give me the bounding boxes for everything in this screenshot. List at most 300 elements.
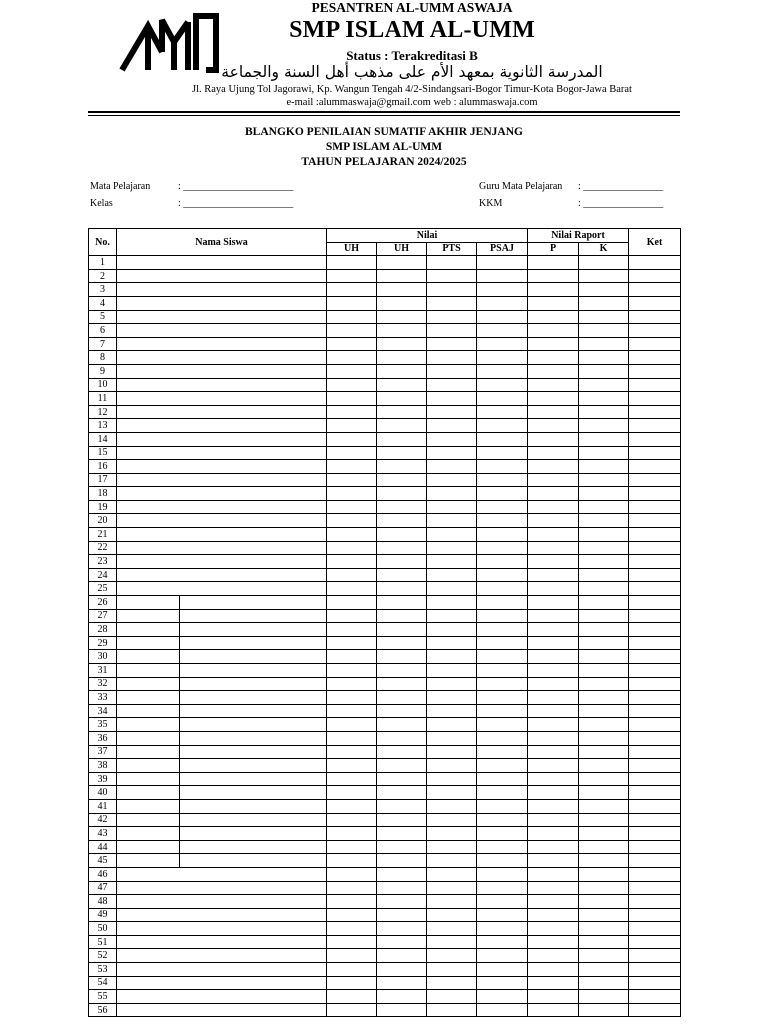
nama-siswa-cell[interactable] bbox=[117, 528, 327, 542]
uh-1-cell[interactable] bbox=[327, 745, 377, 759]
uh-2-cell[interactable] bbox=[377, 310, 427, 324]
psaj-cell[interactable] bbox=[477, 935, 528, 949]
pts-cell[interactable] bbox=[427, 718, 477, 732]
ket-cell[interactable] bbox=[629, 623, 681, 637]
uh-1-cell[interactable] bbox=[327, 759, 377, 773]
psaj-cell[interactable] bbox=[477, 310, 528, 324]
ket-cell[interactable] bbox=[629, 460, 681, 474]
psaj-cell[interactable] bbox=[477, 827, 528, 841]
psaj-cell[interactable] bbox=[477, 691, 528, 705]
uh-2-cell[interactable] bbox=[377, 351, 427, 365]
pts-cell[interactable] bbox=[427, 337, 477, 351]
nama-siswa-cell[interactable] bbox=[117, 650, 327, 664]
pts-cell[interactable] bbox=[427, 908, 477, 922]
raport-p-cell[interactable] bbox=[528, 392, 579, 406]
pts-cell[interactable] bbox=[427, 895, 477, 909]
nama-siswa-cell[interactable] bbox=[117, 568, 327, 582]
nama-siswa-cell[interactable] bbox=[117, 487, 327, 501]
ket-cell[interactable] bbox=[629, 364, 681, 378]
nama-siswa-cell[interactable] bbox=[117, 473, 327, 487]
pts-cell[interactable] bbox=[427, 650, 477, 664]
uh-1-cell[interactable] bbox=[327, 269, 377, 283]
raport-p-cell[interactable] bbox=[528, 487, 579, 501]
ket-cell[interactable] bbox=[629, 487, 681, 501]
raport-k-cell[interactable] bbox=[579, 364, 629, 378]
ket-cell[interactable] bbox=[629, 296, 681, 310]
psaj-cell[interactable] bbox=[477, 568, 528, 582]
raport-k-cell[interactable] bbox=[579, 949, 629, 963]
raport-p-cell[interactable] bbox=[528, 582, 579, 596]
ket-cell[interactable] bbox=[629, 813, 681, 827]
pts-cell[interactable] bbox=[427, 677, 477, 691]
raport-p-cell[interactable] bbox=[528, 473, 579, 487]
nama-siswa-cell[interactable] bbox=[117, 854, 327, 868]
raport-p-cell[interactable] bbox=[528, 935, 579, 949]
nama-siswa-cell[interactable] bbox=[117, 555, 327, 569]
pts-cell[interactable] bbox=[427, 799, 477, 813]
uh-2-cell[interactable] bbox=[377, 582, 427, 596]
ket-cell[interactable] bbox=[629, 555, 681, 569]
ket-cell[interactable] bbox=[629, 582, 681, 596]
pts-cell[interactable] bbox=[427, 364, 477, 378]
raport-k-cell[interactable] bbox=[579, 432, 629, 446]
psaj-cell[interactable] bbox=[477, 854, 528, 868]
raport-p-cell[interactable] bbox=[528, 908, 579, 922]
uh-2-cell[interactable] bbox=[377, 976, 427, 990]
ket-cell[interactable] bbox=[629, 351, 681, 365]
nama-siswa-cell[interactable] bbox=[117, 786, 327, 800]
nama-siswa-cell[interactable] bbox=[117, 895, 327, 909]
raport-k-cell[interactable] bbox=[579, 691, 629, 705]
ket-cell[interactable] bbox=[629, 867, 681, 881]
psaj-cell[interactable] bbox=[477, 324, 528, 338]
uh-1-cell[interactable] bbox=[327, 405, 377, 419]
psaj-cell[interactable] bbox=[477, 664, 528, 678]
ket-cell[interactable] bbox=[629, 949, 681, 963]
uh-1-cell[interactable] bbox=[327, 1003, 377, 1017]
ket-cell[interactable] bbox=[629, 759, 681, 773]
raport-p-cell[interactable] bbox=[528, 555, 579, 569]
uh-2-cell[interactable] bbox=[377, 691, 427, 705]
uh-2-cell[interactable] bbox=[377, 745, 427, 759]
uh-1-cell[interactable] bbox=[327, 568, 377, 582]
pts-cell[interactable] bbox=[427, 786, 477, 800]
ket-cell[interactable] bbox=[629, 500, 681, 514]
pts-cell[interactable] bbox=[427, 990, 477, 1004]
psaj-cell[interactable] bbox=[477, 609, 528, 623]
nama-siswa-cell[interactable] bbox=[117, 935, 327, 949]
raport-k-cell[interactable] bbox=[579, 786, 629, 800]
pts-cell[interactable] bbox=[427, 963, 477, 977]
psaj-cell[interactable] bbox=[477, 1003, 528, 1017]
raport-k-cell[interactable] bbox=[579, 664, 629, 678]
raport-p-cell[interactable] bbox=[528, 881, 579, 895]
ket-cell[interactable] bbox=[629, 378, 681, 392]
psaj-cell[interactable] bbox=[477, 296, 528, 310]
nama-siswa-cell[interactable] bbox=[117, 324, 327, 338]
nama-siswa-cell[interactable] bbox=[117, 664, 327, 678]
pts-cell[interactable] bbox=[427, 827, 477, 841]
psaj-cell[interactable] bbox=[477, 813, 528, 827]
uh-1-cell[interactable] bbox=[327, 677, 377, 691]
raport-k-cell[interactable] bbox=[579, 827, 629, 841]
uh-1-cell[interactable] bbox=[327, 840, 377, 854]
uh-2-cell[interactable] bbox=[377, 990, 427, 1004]
uh-2-cell[interactable] bbox=[377, 922, 427, 936]
raport-p-cell[interactable] bbox=[528, 514, 579, 528]
ket-cell[interactable] bbox=[629, 337, 681, 351]
uh-1-cell[interactable] bbox=[327, 786, 377, 800]
raport-k-cell[interactable] bbox=[579, 623, 629, 637]
pts-cell[interactable] bbox=[427, 324, 477, 338]
uh-2-cell[interactable] bbox=[377, 677, 427, 691]
uh-2-cell[interactable] bbox=[377, 854, 427, 868]
psaj-cell[interactable] bbox=[477, 596, 528, 610]
pts-cell[interactable] bbox=[427, 596, 477, 610]
raport-p-cell[interactable] bbox=[528, 827, 579, 841]
nama-siswa-cell[interactable] bbox=[117, 691, 327, 705]
uh-2-cell[interactable] bbox=[377, 473, 427, 487]
nama-siswa-cell[interactable] bbox=[117, 392, 327, 406]
pts-cell[interactable] bbox=[427, 881, 477, 895]
ket-cell[interactable] bbox=[629, 718, 681, 732]
ket-cell[interactable] bbox=[629, 405, 681, 419]
nama-siswa-cell[interactable] bbox=[117, 840, 327, 854]
raport-k-cell[interactable] bbox=[579, 487, 629, 501]
psaj-cell[interactable] bbox=[477, 541, 528, 555]
uh-1-cell[interactable] bbox=[327, 731, 377, 745]
raport-k-cell[interactable] bbox=[579, 324, 629, 338]
pts-cell[interactable] bbox=[427, 623, 477, 637]
raport-k-cell[interactable] bbox=[579, 582, 629, 596]
psaj-cell[interactable] bbox=[477, 786, 528, 800]
raport-p-cell[interactable] bbox=[528, 650, 579, 664]
ket-cell[interactable] bbox=[629, 731, 681, 745]
ket-cell[interactable] bbox=[629, 895, 681, 909]
raport-k-cell[interactable] bbox=[579, 473, 629, 487]
raport-p-cell[interactable] bbox=[528, 813, 579, 827]
psaj-cell[interactable] bbox=[477, 432, 528, 446]
pts-cell[interactable] bbox=[427, 949, 477, 963]
raport-k-cell[interactable] bbox=[579, 677, 629, 691]
ket-cell[interactable] bbox=[629, 432, 681, 446]
uh-2-cell[interactable] bbox=[377, 405, 427, 419]
psaj-cell[interactable] bbox=[477, 881, 528, 895]
raport-k-cell[interactable] bbox=[579, 636, 629, 650]
psaj-cell[interactable] bbox=[477, 487, 528, 501]
psaj-cell[interactable] bbox=[477, 840, 528, 854]
raport-p-cell[interactable] bbox=[528, 500, 579, 514]
uh-1-cell[interactable] bbox=[327, 908, 377, 922]
nama-siswa-cell[interactable] bbox=[117, 799, 327, 813]
uh-1-cell[interactable] bbox=[327, 364, 377, 378]
nama-siswa-cell[interactable] bbox=[117, 908, 327, 922]
raport-p-cell[interactable] bbox=[528, 895, 579, 909]
uh-2-cell[interactable] bbox=[377, 596, 427, 610]
uh-1-cell[interactable] bbox=[327, 487, 377, 501]
pts-cell[interactable] bbox=[427, 840, 477, 854]
psaj-cell[interactable] bbox=[477, 922, 528, 936]
ket-cell[interactable] bbox=[629, 990, 681, 1004]
raport-k-cell[interactable] bbox=[579, 296, 629, 310]
raport-p-cell[interactable] bbox=[528, 296, 579, 310]
uh-2-cell[interactable] bbox=[377, 949, 427, 963]
uh-2-cell[interactable] bbox=[377, 269, 427, 283]
raport-p-cell[interactable] bbox=[528, 786, 579, 800]
uh-2-cell[interactable] bbox=[377, 609, 427, 623]
uh-1-cell[interactable] bbox=[327, 609, 377, 623]
raport-p-cell[interactable] bbox=[528, 432, 579, 446]
pts-cell[interactable] bbox=[427, 405, 477, 419]
uh-2-cell[interactable] bbox=[377, 881, 427, 895]
uh-2-cell[interactable] bbox=[377, 446, 427, 460]
raport-k-cell[interactable] bbox=[579, 1003, 629, 1017]
raport-k-cell[interactable] bbox=[579, 990, 629, 1004]
uh-1-cell[interactable] bbox=[327, 283, 377, 297]
raport-k-cell[interactable] bbox=[579, 269, 629, 283]
uh-2-cell[interactable] bbox=[377, 364, 427, 378]
uh-1-cell[interactable] bbox=[327, 976, 377, 990]
uh-2-cell[interactable] bbox=[377, 908, 427, 922]
ket-cell[interactable] bbox=[629, 664, 681, 678]
uh-2-cell[interactable] bbox=[377, 337, 427, 351]
pts-cell[interactable] bbox=[427, 976, 477, 990]
nama-siswa-cell[interactable] bbox=[117, 704, 327, 718]
uh-2-cell[interactable] bbox=[377, 799, 427, 813]
pts-cell[interactable] bbox=[427, 745, 477, 759]
nama-siswa-cell[interactable] bbox=[117, 256, 327, 270]
uh-2-cell[interactable] bbox=[377, 786, 427, 800]
ket-cell[interactable] bbox=[629, 528, 681, 542]
raport-p-cell[interactable] bbox=[528, 799, 579, 813]
ket-cell[interactable] bbox=[629, 324, 681, 338]
psaj-cell[interactable] bbox=[477, 908, 528, 922]
ket-cell[interactable] bbox=[629, 568, 681, 582]
psaj-cell[interactable] bbox=[477, 759, 528, 773]
nama-siswa-cell[interactable] bbox=[117, 582, 327, 596]
psaj-cell[interactable] bbox=[477, 364, 528, 378]
uh-1-cell[interactable] bbox=[327, 514, 377, 528]
uh-2-cell[interactable] bbox=[377, 731, 427, 745]
ket-cell[interactable] bbox=[629, 1003, 681, 1017]
raport-k-cell[interactable] bbox=[579, 867, 629, 881]
pts-cell[interactable] bbox=[427, 473, 477, 487]
uh-1-cell[interactable] bbox=[327, 718, 377, 732]
raport-k-cell[interactable] bbox=[579, 460, 629, 474]
raport-p-cell[interactable] bbox=[528, 840, 579, 854]
uh-2-cell[interactable] bbox=[377, 460, 427, 474]
raport-k-cell[interactable] bbox=[579, 976, 629, 990]
uh-1-cell[interactable] bbox=[327, 664, 377, 678]
ket-cell[interactable] bbox=[629, 745, 681, 759]
nama-siswa-cell[interactable] bbox=[117, 446, 327, 460]
raport-p-cell[interactable] bbox=[528, 609, 579, 623]
ket-cell[interactable] bbox=[629, 935, 681, 949]
raport-k-cell[interactable] bbox=[579, 963, 629, 977]
uh-2-cell[interactable] bbox=[377, 378, 427, 392]
uh-1-cell[interactable] bbox=[327, 256, 377, 270]
uh-2-cell[interactable] bbox=[377, 500, 427, 514]
raport-p-cell[interactable] bbox=[528, 596, 579, 610]
uh-1-cell[interactable] bbox=[327, 324, 377, 338]
psaj-cell[interactable] bbox=[477, 446, 528, 460]
psaj-cell[interactable] bbox=[477, 704, 528, 718]
pts-cell[interactable] bbox=[427, 922, 477, 936]
pts-cell[interactable] bbox=[427, 528, 477, 542]
nama-siswa-cell[interactable] bbox=[117, 990, 327, 1004]
raport-k-cell[interactable] bbox=[579, 908, 629, 922]
uh-1-cell[interactable] bbox=[327, 296, 377, 310]
ket-cell[interactable] bbox=[629, 704, 681, 718]
nama-siswa-cell[interactable] bbox=[117, 337, 327, 351]
ket-cell[interactable] bbox=[629, 256, 681, 270]
uh-1-cell[interactable] bbox=[327, 419, 377, 433]
uh-2-cell[interactable] bbox=[377, 935, 427, 949]
raport-p-cell[interactable] bbox=[528, 677, 579, 691]
raport-p-cell[interactable] bbox=[528, 772, 579, 786]
psaj-cell[interactable] bbox=[477, 677, 528, 691]
nama-siswa-cell[interactable] bbox=[117, 813, 327, 827]
ket-cell[interactable] bbox=[629, 881, 681, 895]
uh-2-cell[interactable] bbox=[377, 419, 427, 433]
kelas-input[interactable]: : ______________________ bbox=[178, 198, 294, 209]
ket-cell[interactable] bbox=[629, 691, 681, 705]
uh-1-cell[interactable] bbox=[327, 922, 377, 936]
raport-k-cell[interactable] bbox=[579, 446, 629, 460]
ket-cell[interactable] bbox=[629, 922, 681, 936]
pts-cell[interactable] bbox=[427, 310, 477, 324]
pts-cell[interactable] bbox=[427, 296, 477, 310]
raport-k-cell[interactable] bbox=[579, 922, 629, 936]
raport-p-cell[interactable] bbox=[528, 351, 579, 365]
psaj-cell[interactable] bbox=[477, 582, 528, 596]
uh-1-cell[interactable] bbox=[327, 895, 377, 909]
nama-siswa-cell[interactable] bbox=[117, 541, 327, 555]
uh-1-cell[interactable] bbox=[327, 691, 377, 705]
psaj-cell[interactable] bbox=[477, 351, 528, 365]
uh-2-cell[interactable] bbox=[377, 664, 427, 678]
uh-1-cell[interactable] bbox=[327, 990, 377, 1004]
raport-k-cell[interactable] bbox=[579, 392, 629, 406]
uh-1-cell[interactable] bbox=[327, 704, 377, 718]
raport-p-cell[interactable] bbox=[528, 636, 579, 650]
nama-siswa-cell[interactable] bbox=[117, 596, 327, 610]
psaj-cell[interactable] bbox=[477, 623, 528, 637]
nama-siswa-cell[interactable] bbox=[117, 745, 327, 759]
uh-1-cell[interactable] bbox=[327, 446, 377, 460]
psaj-cell[interactable] bbox=[477, 990, 528, 1004]
pts-cell[interactable] bbox=[427, 691, 477, 705]
nama-siswa-cell[interactable] bbox=[117, 677, 327, 691]
uh-2-cell[interactable] bbox=[377, 1003, 427, 1017]
uh-1-cell[interactable] bbox=[327, 528, 377, 542]
uh-1-cell[interactable] bbox=[327, 460, 377, 474]
raport-p-cell[interactable] bbox=[528, 337, 579, 351]
psaj-cell[interactable] bbox=[477, 636, 528, 650]
raport-k-cell[interactable] bbox=[579, 881, 629, 895]
raport-k-cell[interactable] bbox=[579, 854, 629, 868]
raport-k-cell[interactable] bbox=[579, 351, 629, 365]
pts-cell[interactable] bbox=[427, 1003, 477, 1017]
raport-p-cell[interactable] bbox=[528, 759, 579, 773]
uh-1-cell[interactable] bbox=[327, 650, 377, 664]
uh-1-cell[interactable] bbox=[327, 378, 377, 392]
raport-k-cell[interactable] bbox=[579, 337, 629, 351]
raport-k-cell[interactable] bbox=[579, 650, 629, 664]
ket-cell[interactable] bbox=[629, 446, 681, 460]
pts-cell[interactable] bbox=[427, 568, 477, 582]
uh-1-cell[interactable] bbox=[327, 623, 377, 637]
raport-p-cell[interactable] bbox=[528, 664, 579, 678]
nama-siswa-cell[interactable] bbox=[117, 731, 327, 745]
pts-cell[interactable] bbox=[427, 759, 477, 773]
uh-1-cell[interactable] bbox=[327, 772, 377, 786]
raport-k-cell[interactable] bbox=[579, 419, 629, 433]
uh-1-cell[interactable] bbox=[327, 541, 377, 555]
uh-1-cell[interactable] bbox=[327, 432, 377, 446]
uh-2-cell[interactable] bbox=[377, 650, 427, 664]
nama-siswa-cell[interactable] bbox=[117, 609, 327, 623]
guru-input[interactable]: : ________________ bbox=[578, 181, 664, 192]
raport-p-cell[interactable] bbox=[528, 867, 579, 881]
raport-p-cell[interactable] bbox=[528, 269, 579, 283]
nama-siswa-cell[interactable] bbox=[117, 419, 327, 433]
ket-cell[interactable] bbox=[629, 596, 681, 610]
uh-2-cell[interactable] bbox=[377, 867, 427, 881]
ket-cell[interactable] bbox=[629, 514, 681, 528]
uh-2-cell[interactable] bbox=[377, 827, 427, 841]
psaj-cell[interactable] bbox=[477, 555, 528, 569]
raport-k-cell[interactable] bbox=[579, 555, 629, 569]
psaj-cell[interactable] bbox=[477, 528, 528, 542]
nama-siswa-cell[interactable] bbox=[117, 772, 327, 786]
uh-2-cell[interactable] bbox=[377, 813, 427, 827]
nama-siswa-cell[interactable] bbox=[117, 718, 327, 732]
raport-p-cell[interactable] bbox=[528, 731, 579, 745]
raport-p-cell[interactable] bbox=[528, 963, 579, 977]
nama-siswa-cell[interactable] bbox=[117, 283, 327, 297]
uh-1-cell[interactable] bbox=[327, 636, 377, 650]
pts-cell[interactable] bbox=[427, 813, 477, 827]
mata-pelajaran-input[interactable]: : ______________________ bbox=[178, 181, 294, 192]
ket-cell[interactable] bbox=[629, 677, 681, 691]
uh-1-cell[interactable] bbox=[327, 881, 377, 895]
raport-p-cell[interactable] bbox=[528, 854, 579, 868]
raport-p-cell[interactable] bbox=[528, 568, 579, 582]
raport-k-cell[interactable] bbox=[579, 596, 629, 610]
psaj-cell[interactable] bbox=[477, 949, 528, 963]
raport-p-cell[interactable] bbox=[528, 949, 579, 963]
raport-k-cell[interactable] bbox=[579, 405, 629, 419]
uh-2-cell[interactable] bbox=[377, 568, 427, 582]
psaj-cell[interactable] bbox=[477, 500, 528, 514]
psaj-cell[interactable] bbox=[477, 473, 528, 487]
raport-k-cell[interactable] bbox=[579, 256, 629, 270]
uh-2-cell[interactable] bbox=[377, 283, 427, 297]
nama-siswa-cell[interactable] bbox=[117, 623, 327, 637]
psaj-cell[interactable] bbox=[477, 867, 528, 881]
uh-1-cell[interactable] bbox=[327, 392, 377, 406]
raport-k-cell[interactable] bbox=[579, 500, 629, 514]
raport-p-cell[interactable] bbox=[528, 745, 579, 759]
uh-2-cell[interactable] bbox=[377, 759, 427, 773]
raport-p-cell[interactable] bbox=[528, 623, 579, 637]
raport-p-cell[interactable] bbox=[528, 1003, 579, 1017]
raport-k-cell[interactable] bbox=[579, 840, 629, 854]
raport-k-cell[interactable] bbox=[579, 514, 629, 528]
nama-siswa-cell[interactable] bbox=[117, 405, 327, 419]
raport-k-cell[interactable] bbox=[579, 528, 629, 542]
